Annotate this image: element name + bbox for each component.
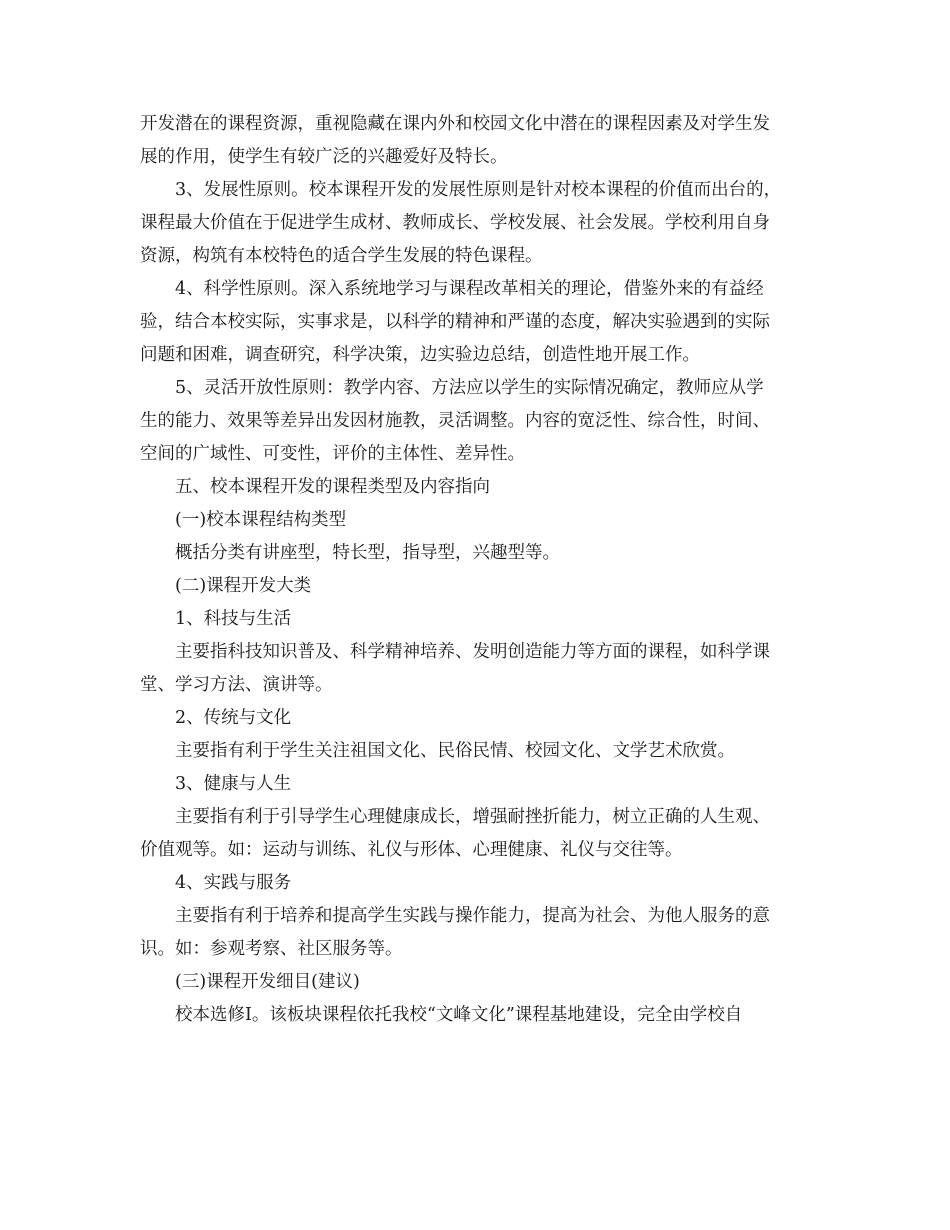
text-line: 4、实践与服务	[175, 873, 292, 893]
text-line: 主要指科技知识普及、科学精神培养、发明创造能力等方面的课程，如科学课	[175, 642, 770, 662]
text-line: 3、发展性原则。校本课程开发的发展性原则是针对校本课程的价值而出台的，	[175, 180, 782, 200]
text-line: 主要指有利于培养和提高学生实践与操作能力，提高为社会、为他人服务的意	[175, 906, 770, 926]
text-line: 概括分类有讲座型，特长型，指导型，兴趣型等。	[175, 543, 560, 563]
text-line: 课程最大价值在于促进学生成材、教师成长、学校发展、社会发展。学校利用自身	[140, 213, 770, 233]
document-body	[140, 108, 820, 1032]
text-line: 4、科学性原则。深入系统地学习与课程改革相关的理论，借鉴外来的有益经	[175, 279, 764, 299]
text-line: 价值观等。如：运动与训练、礼仪与形体、心理健康、礼仪与交往等。	[140, 840, 683, 860]
text-line: 问题和困难，调查研究，科学决策，边实验边总结，创造性地开展工作。	[140, 345, 700, 365]
text-line: (三)课程开发细目(建议)	[175, 972, 360, 992]
text-line: 5、灵活开放性原则：教学内容、方法应以学生的实际情况确定，教师应从学	[175, 378, 764, 398]
text-line: 资源，构筑有本校特色的适合学生发展的特色课程。	[140, 246, 543, 266]
text-line: 五、校本课程开发的课程类型及内容指向	[175, 477, 490, 497]
text-line: 主要指有利于学生关注祖国文化、民俗民情、校园文化、文学艺术欣赏。	[175, 741, 735, 761]
text-line: 1、科技与生活	[175, 609, 292, 629]
text-line: 堂、学习方法、演讲等。	[140, 675, 333, 695]
text-line: (一)校本课程结构类型	[175, 510, 347, 530]
text-line: 主要指有利于引导学生心理健康成长，增强耐挫折能力，树立正确的人生观、	[175, 807, 770, 827]
text-line: 展的作用，使学生有较广泛的兴趣爱好及特长。	[140, 147, 508, 167]
text-line: 开发潜在的课程资源，重视隐藏在课内外和校园文化中潜在的课程因素及对学生发	[140, 114, 770, 134]
text-line: 2、传统与文化	[175, 708, 292, 728]
text-line: 生的能力、效果等差异出发因材施教，灵活调整。内容的宽泛性、综合性，时间、	[140, 411, 770, 431]
text-line: 识。如：参观考察、社区服务等。	[140, 939, 403, 959]
text-line: 空间的广域性、可变性，评价的主体性、差异性。	[140, 444, 525, 464]
text-line: (二)课程开发大类	[175, 576, 312, 596]
text-line: 校本选修Ⅰ。该板块课程依托我校“文峰文化”课程基地建设，完全由学校自	[175, 1005, 743, 1025]
text-line: 3、健康与人生	[175, 774, 292, 794]
text-line: 验，结合本校实际，实事求是，以科学的精神和严谨的态度，解决实验遇到的实际	[140, 312, 770, 332]
